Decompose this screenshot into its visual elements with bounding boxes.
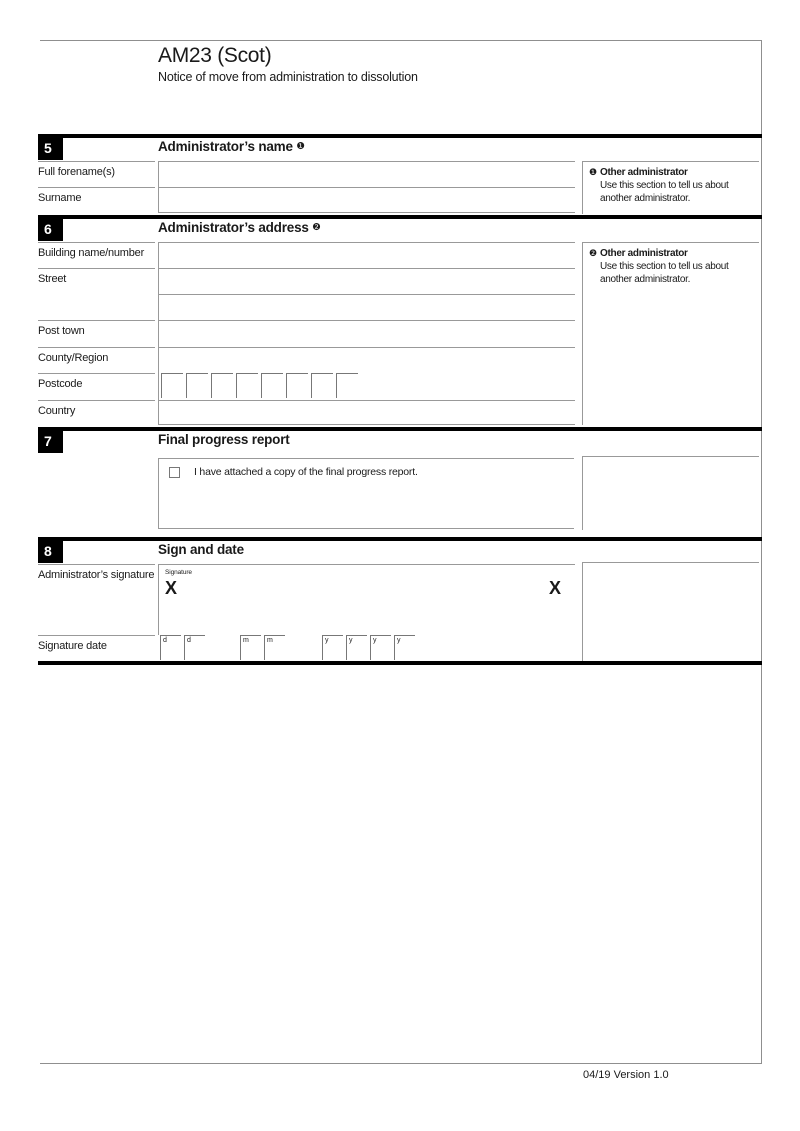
surname-label: Surname <box>38 187 155 205</box>
section7-divider <box>38 427 762 431</box>
section8-number: 8 <box>38 537 63 563</box>
section6-title-text: Administrator’s address <box>158 220 309 235</box>
signature-date-label: Signature date <box>38 635 155 653</box>
street-label: Street <box>38 268 155 286</box>
footnote-1-marker-icon: ❶ <box>296 141 305 152</box>
date-cell-day1[interactable]: d <box>160 635 181 660</box>
section5-number: 5 <box>38 134 63 160</box>
section6-divider <box>38 215 762 219</box>
section8-title: Sign and date <box>158 542 244 557</box>
section8-bottom-divider <box>38 661 762 665</box>
section6-note <box>582 242 759 425</box>
section5-note-title: Other administrator <box>600 167 688 178</box>
postcode-cell[interactable] <box>286 373 308 398</box>
country-field[interactable] <box>158 400 575 425</box>
building-label: Building name/number <box>38 242 155 260</box>
date-cell-year1[interactable]: y <box>322 635 343 660</box>
signature-x-mark-right: X <box>548 578 561 598</box>
section6-note-title: Other administrator <box>600 248 688 259</box>
page-right-rule <box>761 40 762 1063</box>
form-subtitle: Notice of move from administration to dissolution <box>158 70 418 84</box>
postcode-cell[interactable] <box>161 373 183 398</box>
page-bottom-rule <box>40 1063 762 1064</box>
section6-note-inner <box>600 247 757 286</box>
footnote-2-marker-icon: ❷ <box>589 248 597 258</box>
forename-field[interactable] <box>158 161 575 187</box>
section5-note-inner <box>600 166 757 205</box>
date-cell-month1[interactable]: m <box>240 635 261 660</box>
final-report-checkbox-label: I have attached a copy of the final progress report. <box>194 466 418 478</box>
section8-divider <box>38 537 762 541</box>
forename-label: Full forename(s) <box>38 161 155 179</box>
postcode-label: Postcode <box>38 373 155 391</box>
signature-field[interactable] <box>158 564 575 635</box>
form-code-title: AM23 (Scot) <box>158 44 272 67</box>
street-field[interactable] <box>158 268 575 294</box>
street-field-2[interactable] <box>158 294 575 320</box>
final-report-box <box>158 458 574 529</box>
postcode-cell[interactable] <box>261 373 283 398</box>
date-cell-day2[interactable]: d <box>184 635 205 660</box>
county-label: County/Region <box>38 347 155 365</box>
signature-x-mark-left: X <box>165 578 178 598</box>
post-town-field[interactable] <box>158 320 575 347</box>
section5-note <box>582 161 759 214</box>
section5-divider <box>38 134 762 138</box>
postcode-cell[interactable] <box>186 373 208 398</box>
section6-number: 6 <box>38 215 63 241</box>
section6-note-body: Use this section to tell us about another administrator. <box>600 261 729 285</box>
post-town-label: Post town <box>38 320 155 338</box>
county-field[interactable] <box>158 347 575 373</box>
date-cell-month2[interactable]: m <box>264 635 285 660</box>
section7-side-box <box>582 456 759 530</box>
signature-field-label: Signature <box>165 569 192 576</box>
date-cell-year4[interactable]: y <box>394 635 415 660</box>
form-version-text: 04/19 Version 1.0 <box>583 1069 669 1081</box>
postcode-cell[interactable] <box>311 373 333 398</box>
surname-field[interactable] <box>158 187 575 213</box>
section7-title: Final progress report <box>158 432 290 447</box>
country-label: Country <box>38 400 155 418</box>
postcode-field[interactable] <box>158 373 575 400</box>
postcode-cell[interactable] <box>236 373 258 398</box>
building-field[interactable] <box>158 242 575 268</box>
section7-number: 7 <box>38 427 63 453</box>
footnote-1-marker-icon: ❶ <box>589 167 597 177</box>
signature-row-label: Administrator’s signature <box>38 564 155 582</box>
date-cell-year2[interactable]: y <box>346 635 367 660</box>
section5-note-body: Use this section to tell us about another administrator. <box>600 180 729 204</box>
page-top-rule <box>40 40 762 41</box>
footnote-2-marker-icon: ❷ <box>312 222 321 233</box>
postcode-cell[interactable] <box>211 373 233 398</box>
date-cell-year3[interactable]: y <box>370 635 391 660</box>
section8-side-box <box>582 562 759 661</box>
section5-title <box>158 139 305 154</box>
postcode-cell[interactable] <box>336 373 358 398</box>
section5-title-text: Administrator’s name <box>158 139 293 154</box>
section6-title <box>158 220 321 235</box>
final-report-checkbox[interactable] <box>169 467 180 478</box>
